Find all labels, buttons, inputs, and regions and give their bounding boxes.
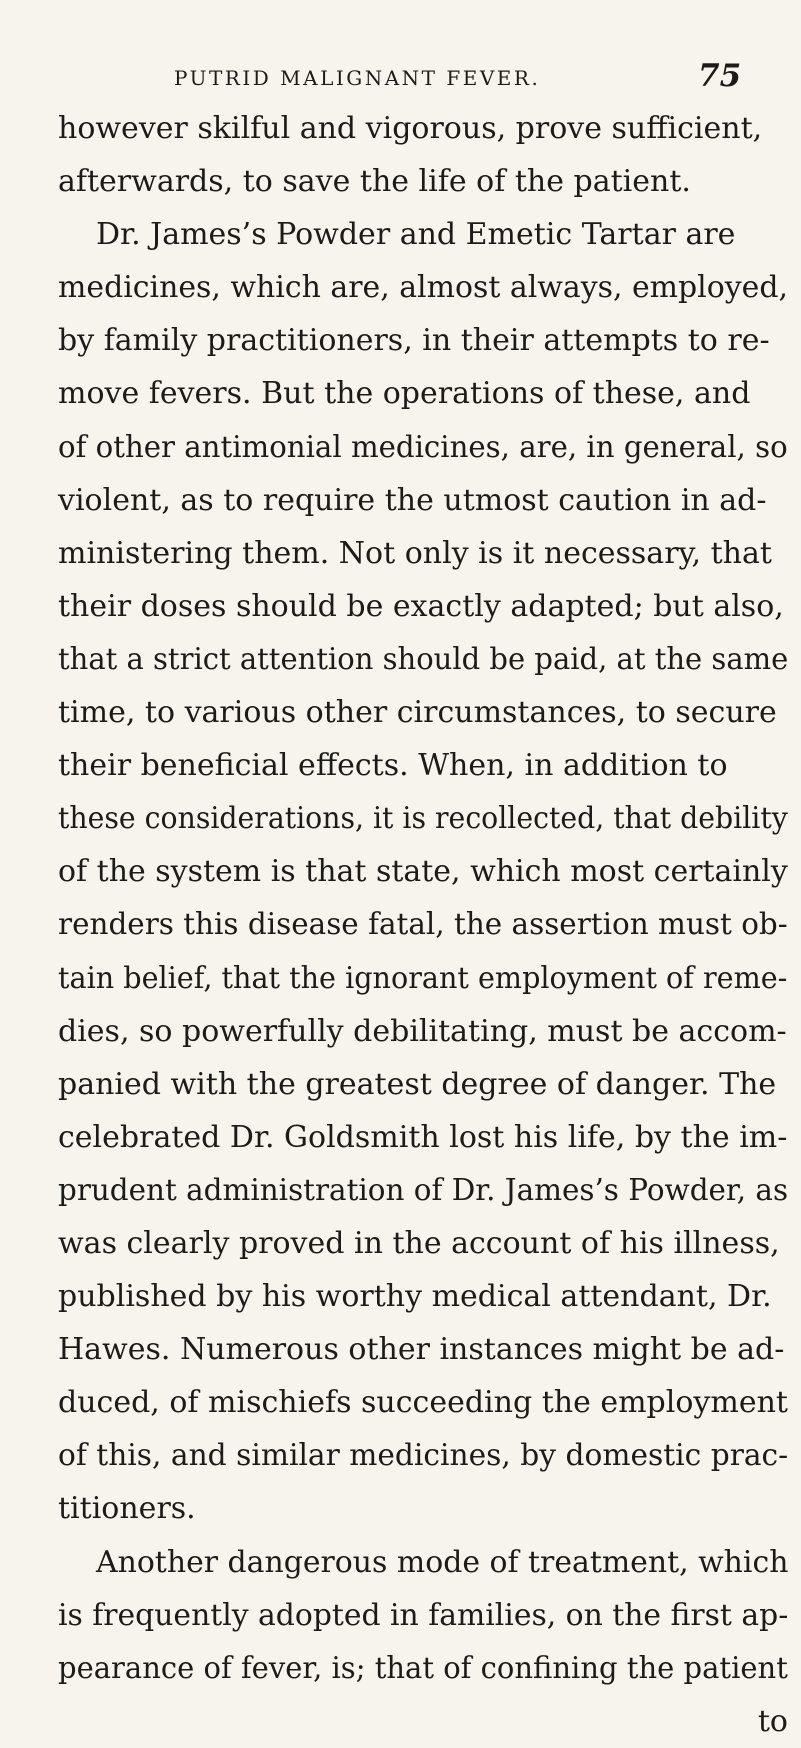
- text-line: move fevers. But the operations of these, and: [58, 376, 751, 412]
- text-line: is frequently adopted in families, on the first ap-: [58, 1597, 789, 1633]
- text-line: Dr. James’s Powder and Emetic Tartar are: [96, 217, 736, 253]
- text-line: duced, of mischiefs succeeding the employment: [58, 1385, 788, 1421]
- text-line: pearance of fever, is; that of confining the patient: [58, 1650, 788, 1686]
- text-line: Hawes. Numerous other instances might be ad-: [58, 1332, 785, 1368]
- text-line: their beneficial effects. When, in addition to: [58, 748, 728, 784]
- text-line: medicines, which are, almost always, employed,: [58, 270, 788, 306]
- text-line: by family practitioners, in their attempts to re-: [58, 323, 770, 359]
- text-line: that a strict attention should be paid, at the same: [58, 641, 789, 677]
- text-line: their doses should be exactly adapted; but also,: [58, 588, 784, 624]
- text-line: Another dangerous mode of treatment, which: [96, 1544, 789, 1580]
- text-line: panied with the greatest degree of danger. The: [58, 1066, 777, 1102]
- text-line: of the system is that state, which most certainly: [58, 854, 788, 890]
- text-line: titioners.: [58, 1491, 196, 1527]
- text-line: prudent administration of Dr. James’s Powder, as: [58, 1172, 789, 1208]
- text-line: of other antimonial medicines, are, in general, so: [58, 429, 788, 465]
- text-line: was clearly proved in the account of his illness,: [58, 1225, 780, 1261]
- text-line: ministering them. Not only is it necessary, that: [58, 535, 772, 571]
- text-line: tain belief, that the ignorant employment of reme-: [58, 960, 788, 996]
- page-number: 75: [698, 58, 742, 94]
- text-line: renders this disease fatal, the assertion must ob-: [58, 907, 788, 943]
- text-line: time, to various other circumstances, to secure: [58, 695, 777, 731]
- text-line: of this, and similar medicines, by domestic prac-: [58, 1438, 789, 1474]
- text-line: violent, as to require the utmost caution in ad-: [58, 482, 767, 518]
- running-head: PUTRID MALIGNANT FEVER.: [174, 66, 541, 90]
- text-line: dies, so powerfully debilitating, must be accom-: [58, 1013, 787, 1049]
- text-line: however skilful and vigorous, prove sufficient,: [58, 111, 763, 146]
- text-line: afterwards, to save the life of the patient.: [58, 164, 691, 200]
- text-line: these considerations, it is recollected, that debility: [58, 801, 788, 837]
- body-text: [58, 102, 788, 1748]
- text-line: celebrated Dr. Goldsmith lost his life, by the im-: [58, 1119, 788, 1155]
- catchword: to: [757, 1703, 788, 1739]
- text-line: published by his worthy medical attendant, Dr.: [58, 1279, 772, 1315]
